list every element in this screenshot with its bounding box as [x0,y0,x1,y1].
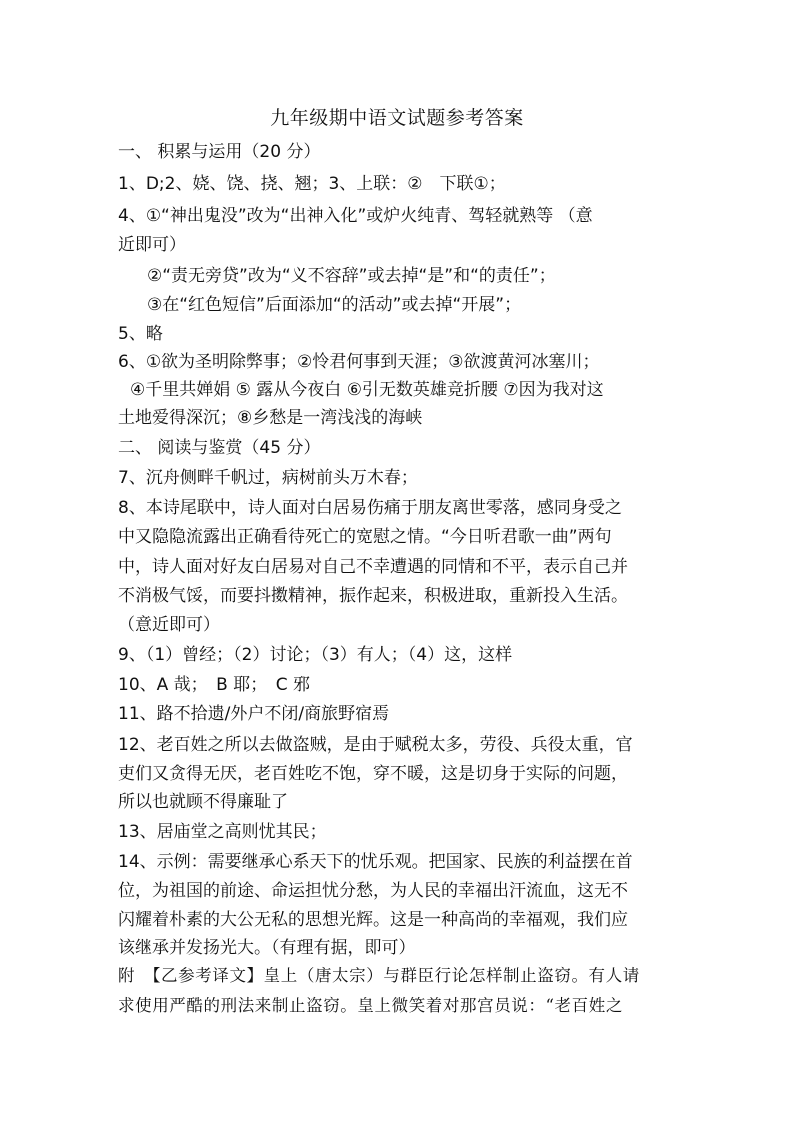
translation-line: 求使用严酷的刑法来制止盗窃。皇上微笑着对那宫员说：“老百姓之 [118,996,623,1015]
answer-line: 7、沉舟侧畔千帆过，病树前头万木春； [118,468,418,488]
answer-line: 近即可） [118,235,186,255]
answer-line: 12、老百姓之所以去做盗贼，是由于赋税太多，劳役、兵役太重，官 [118,735,633,755]
answer-line: 该继承并发扬光大。（有理有据，即可） [118,938,416,958]
answer-line: 8、本诗尾联中，诗人面对白居易伤痛于朋友离世零落，感同身受之 [118,498,622,518]
answer-line: ②“责无旁贷”改为“义不容辞”或去掉“是”和“的责任”； [147,266,556,286]
answer-line: 所以也就顾不得廉耻了 [118,792,288,812]
answer-line: 11、路不拾遗/外户不闭/商旅野宿焉 [118,704,390,724]
answer-line: ④千里共婵娟 ⑤ 露从今夜白 ⑥引无数英雄竞折腰 ⑦因为我对这 [130,380,604,400]
answer-line: 14、示例：需要继承心系天下的忧乐观。把国家、民族的利益摆在首 [118,852,633,872]
answer-line: 不消极气馁，而要抖擞精神，振作起来，积极进取，重新投入生活。 [118,586,628,606]
answer-line: 中，诗人面对好友白居易对自己不幸遭遇的同情和不平，表示自己并 [118,557,628,577]
answer-line: 中又隐隐流露出正确看待死亡的宽慰之情。“今日听君歌一曲”两句 [118,527,612,547]
section-heading-2: 二、 阅读与鉴赏（45 分） [118,438,321,458]
answer-line: （意近即可） [118,615,220,635]
answer-line: ③在“红色短信”后面添加“的活动”或去掉“开展”； [147,295,522,315]
answer-line: 位，为祖国的前途、命运担忧分愁，为人民的幸福出汗流血，这无不 [118,881,628,901]
answer-line: 5、略 [118,324,163,344]
answer-line: 闪耀着朴素的大公无私的思想光辉。这是一种高尚的幸福观，我们应 [118,910,628,930]
translation-line: 附 【乙参考译文】皇上（唐太宗）与群臣行论怎样制止盗窃。有人请 [118,966,640,985]
answer-line: 1、D;2、娆、饶、挠、翘；3、上联：② 下联①； [118,174,506,194]
answer-line: 6、①欲为圣明除弊事；②怜君何事到天涯；③欲渡黄河冰塞川； [118,352,600,372]
answer-line: 4、①“神出鬼没”改为“出神入化”或炉火纯青、驾轻就熟等 （意 [118,206,593,226]
answer-line: 9、（1）曾经；（2）讨论；（3）有人；（4）这，这样 [118,645,513,665]
section-heading-1: 一、 积累与运用（20 分） [118,142,321,162]
document-title: 九年级期中语文试题参考答案 [270,107,524,129]
answer-line: 土地爱得深沉；⑧乡愁是一湾浅浅的海峡 [118,408,423,428]
answer-line: 10、A 哉； B 耶； C 邪 [118,675,311,695]
answer-line: 13、居庙堂之高则忧其民； [118,822,327,842]
answer-line: 吏们又贪得无厌，老百姓吃不饱，穿不暖，这是切身于实际的问题， [118,764,628,784]
